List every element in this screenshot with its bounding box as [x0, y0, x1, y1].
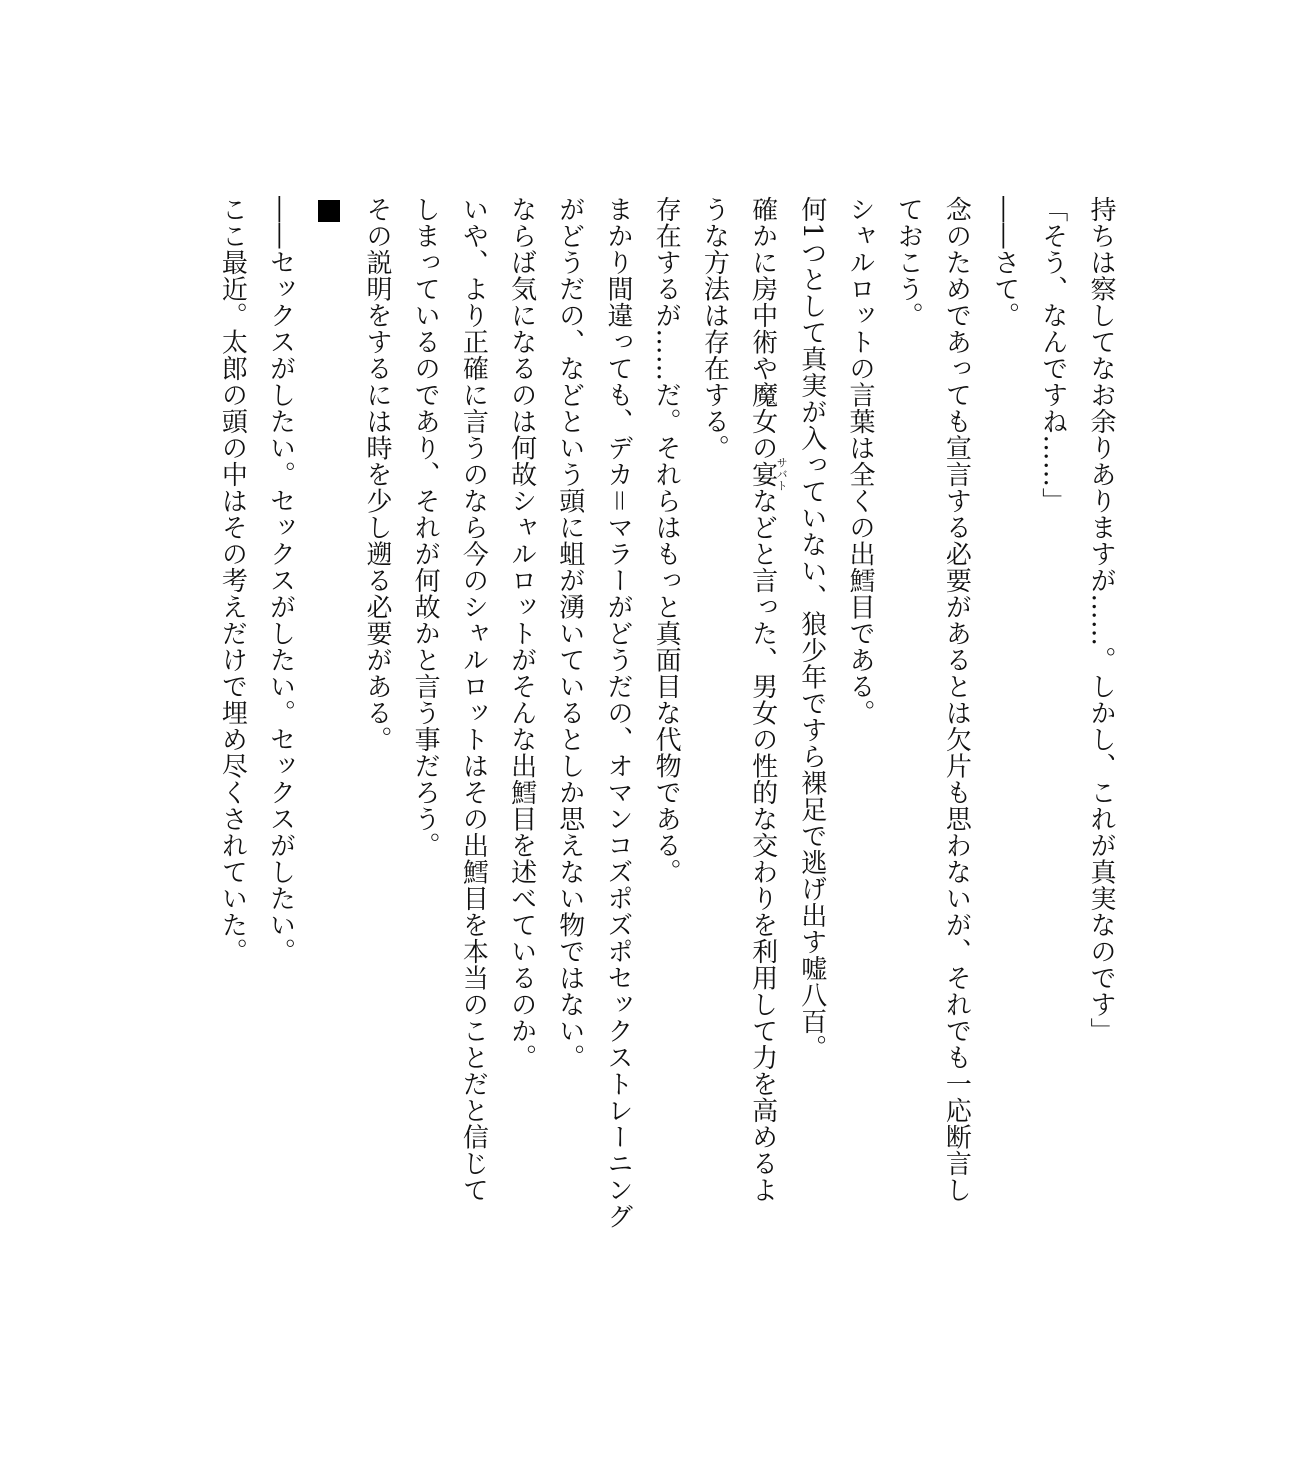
text-line-19: ここ最近。太郎の頭の中はその考えだけで埋め尽くされていた。 [217, 196, 248, 965]
ruby-reading: サバト [775, 457, 789, 492]
text-line-11: まかり間違っても、デカ＝マラーがどうだの、オマンコズポズポセックストレーニング [602, 196, 633, 1230]
black-square-icon [318, 200, 340, 222]
text-line-18: ――セックスがしたい。セックスがしたい。セックスがしたい。 [265, 196, 296, 965]
text-line-8-part-b: などと言った、男女の性的な交わりを利用して力を高めるよ [747, 487, 778, 1203]
text-line-3: ――さて。 [989, 196, 1020, 329]
text-line-2: 「そう、なんですね……」 [1037, 196, 1068, 514]
text-line-4: 念のためであっても宣言する必要があるとは欠片も思わないが、それでも一応断言し [941, 196, 972, 1203]
text-line-9: うな方法は存在する。 [699, 196, 730, 461]
text-line-8-part-a: 確かに房中術や魔女の [747, 196, 778, 461]
text-line-16: その説明をするには時を少し遡る必要がある。 [361, 196, 392, 753]
section-marker-line [305, 196, 353, 1286]
text-line-5: ておこう。 [893, 196, 924, 329]
text-line-1: 持ちは察してなお余りありますが……。しかし、これが真実なのです」 [1086, 196, 1116, 1044]
text-line-7: 何1つとして真実が入っていない、狼少年ですら裸足で逃げ出す嘘八百。 [796, 196, 827, 1062]
vertical-text-body [208, 196, 1125, 1286]
text-line-12: がどうだの、などという頭に蛆が湧いているとしか思えない物ではない。 [554, 196, 585, 1071]
ruby-base: 宴 [747, 457, 778, 492]
text-line-6: シャルロットの言葉は全くの出鱈目である。 [844, 196, 875, 726]
text-line-10: 存在するが……だ。それらはもっと真面目な代物である。 [651, 196, 682, 885]
text-line-8 [738, 196, 787, 1286]
ruby-sabat [747, 457, 789, 492]
text-line-14: いや、より正確に言うのなら今のシャルロットはその出鱈目を本当のことだと信じて [458, 196, 489, 1203]
text-line-15: しまっているのであり、それが何故かと言う事だろう。 [410, 196, 441, 859]
text-line-13: ならば気になるのは何故シャルロットがそんな出鱈目を述べているのか。 [506, 196, 537, 1071]
